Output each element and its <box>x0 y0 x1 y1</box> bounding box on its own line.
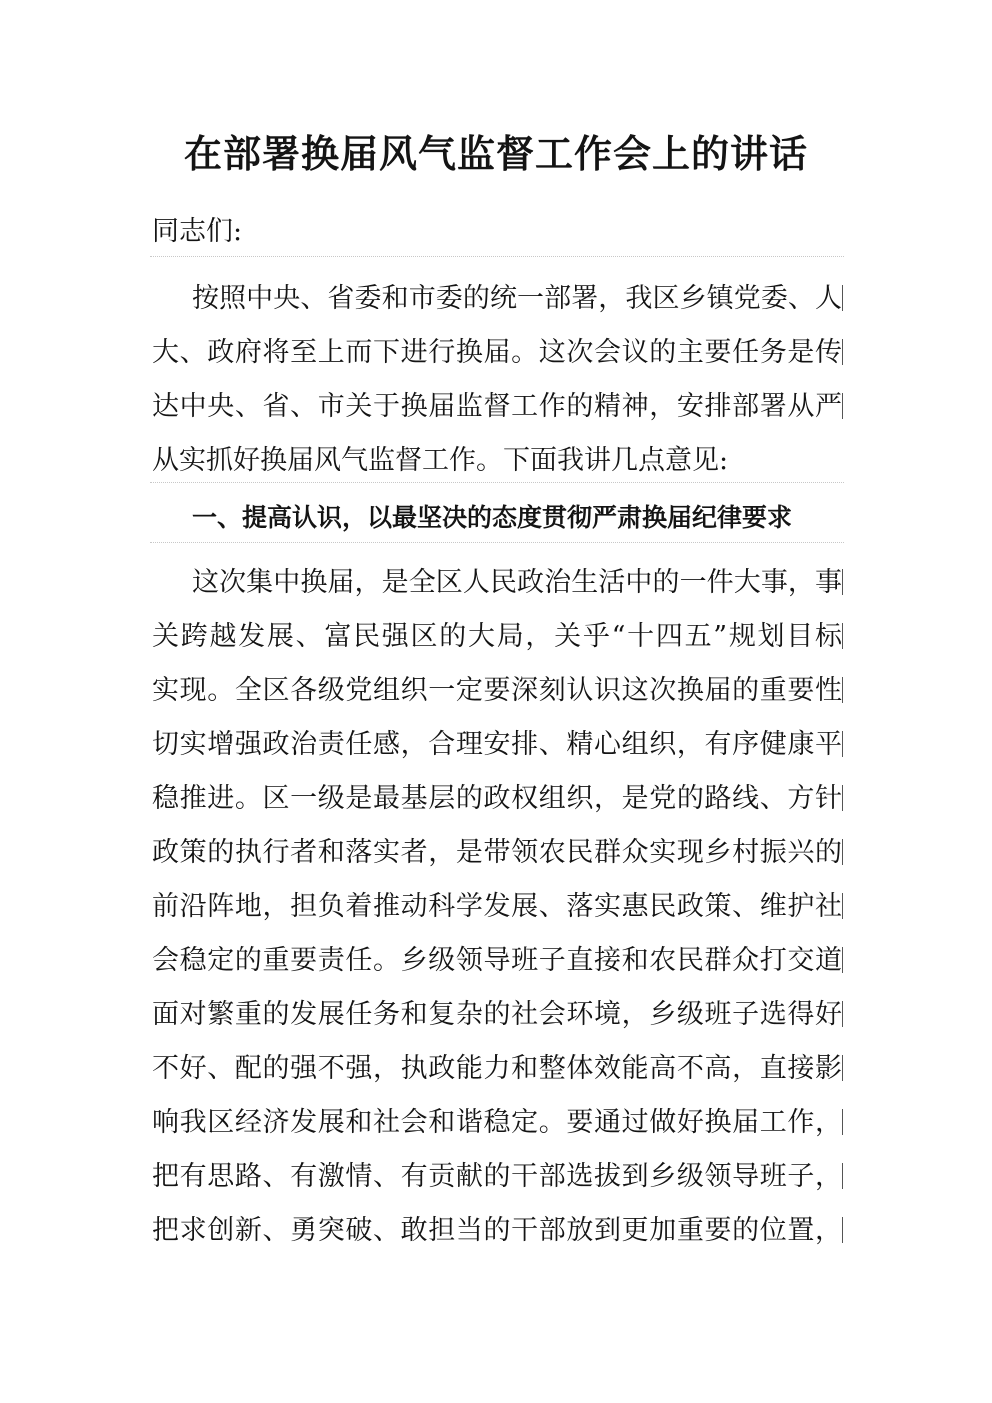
paragraph-line: 达中央、省、市关于换届监督工作的精神，安排部署从严 <box>152 391 842 422</box>
line-end-mark <box>842 785 843 811</box>
paragraph-line: 大、政府将至上而下进行换届。这次会议的主要任务是传 <box>152 337 842 368</box>
line-end-mark <box>842 1055 843 1081</box>
line-end-mark <box>842 1109 843 1135</box>
line-end-mark <box>842 339 843 365</box>
line-end-mark <box>842 285 843 311</box>
line-end-mark <box>842 947 843 973</box>
paragraph-line: 政策的执行者和落实者，是带领农民群众实现乡村振兴的 <box>152 837 842 868</box>
line-end-mark <box>842 893 843 919</box>
line-end-mark <box>842 731 843 757</box>
paragraph-line: 按照中央、省委和市委的统一部署，我区乡镇党委、人 <box>192 283 842 314</box>
paragraph-line: 把有思路、有激情、有贡献的干部选拔到乡级领导班子， <box>152 1161 842 1192</box>
paragraph-line: 稳推进。区一级是最基层的政权组织，是党的路线、方针 <box>152 783 842 814</box>
paragraph-divider <box>150 542 844 543</box>
paragraph-line: 这次集中换届，是全区人民政治生活中的一件大事，事 <box>192 567 842 598</box>
paragraph-line: 会稳定的重要责任。乡级领导班子直接和农民群众打交道 <box>152 945 842 976</box>
line-end-mark <box>842 677 843 703</box>
paragraph-line: 从实抓好换届风气监督工作。下面我讲几点意见: <box>152 445 729 476</box>
intro-paragraph <box>152 272 842 488</box>
line-end-mark <box>842 1163 843 1189</box>
salutation: 同志们: <box>152 216 243 247</box>
paragraph-line: 响我区经济发展和社会和谐稳定。要通过做好换届工作， <box>152 1107 842 1138</box>
line-end-mark <box>842 1001 843 1027</box>
line-end-mark <box>842 839 843 865</box>
paragraph-line: 关跨越发展、富民强区的大局，关乎“十四五”规划目标 <box>152 621 842 652</box>
line-end-mark <box>842 393 843 419</box>
section-heading: 一、提高认识，以最坚决的态度贯彻严肃换届纪律要求 <box>192 503 793 532</box>
line-end-mark <box>842 569 843 595</box>
paragraph-line: 前沿阵地，担负着推动科学发展、落实惠民政策、维护社 <box>152 891 842 922</box>
document-title: 在部署换届风气监督工作会上的讲话 <box>183 131 808 176</box>
paragraph-line: 不好、配的强不强，执政能力和整体效能高不高，直接影 <box>152 1053 842 1084</box>
paragraph-line: 把求创新、勇突破、敢担当的干部放到更加重要的位置， <box>152 1215 842 1246</box>
paragraph-divider <box>150 256 844 257</box>
paragraph-line: 面对繁重的发展任务和复杂的社会环境，乡级班子选得好 <box>152 999 842 1030</box>
line-end-mark <box>842 1217 843 1243</box>
paragraph-line: 实现。全区各级党组织一定要深刻认识这次换届的重要性 <box>152 675 842 706</box>
body-paragraph <box>152 556 842 1258</box>
line-end-mark <box>842 623 843 649</box>
paragraph-line: 切实增强政治责任感，合理安排、精心组织，有序健康平 <box>152 729 842 760</box>
paragraph-divider <box>150 482 844 483</box>
